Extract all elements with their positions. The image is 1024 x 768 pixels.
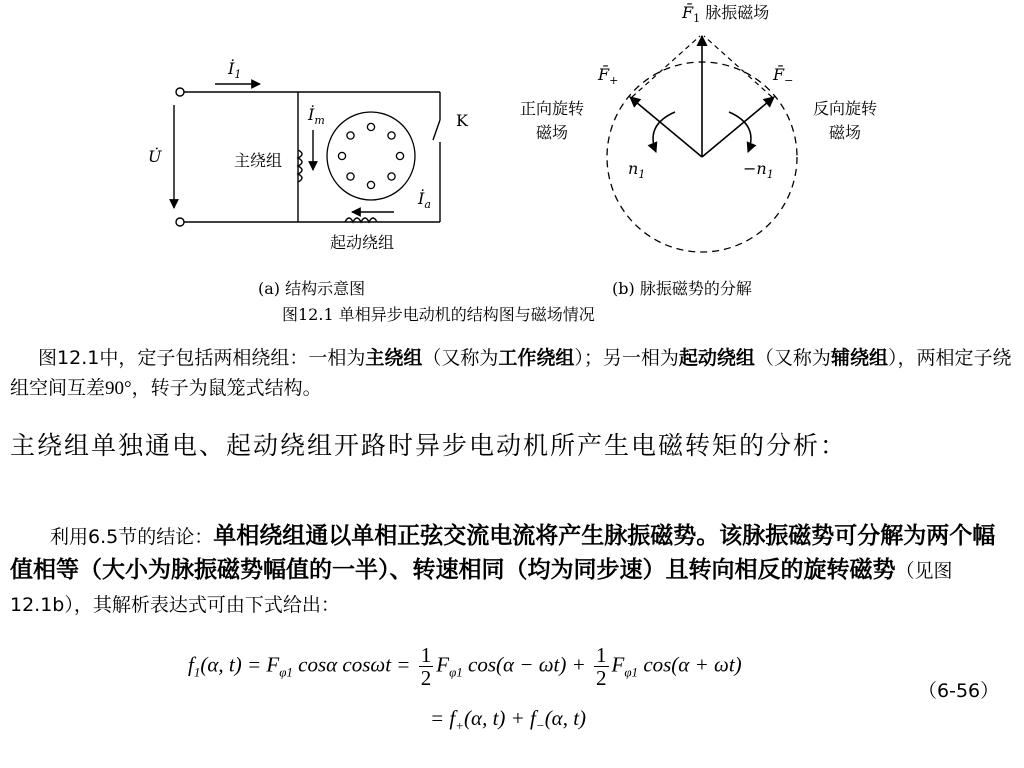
start-winding-label: 起动绕组	[330, 233, 395, 252]
term-start-winding: 起动绕组	[678, 347, 755, 369]
rotor-outline	[327, 112, 415, 200]
figure-caption: 图12.1 单相异步电动机的结构图与磁场情况	[282, 305, 595, 324]
phasor-diagram	[607, 36, 797, 252]
switch-label: K	[456, 111, 468, 130]
fraction-half-1: $\frac{1}{2}$	[420, 643, 432, 690]
equation-line-1: $f_1(\alpha$, $t) = F_{\varphi 1}$ cosα cosωt = $\frac{1}{2}$ $F_{\varphi 1}$ cos(α − ωt) + $\frac{1}{2}$ $F_{\varphi 1}$ cos(α + ωt)	[188, 643, 742, 690]
term-aux-winding: 辅绕组	[830, 347, 888, 369]
forward-field-label-1: 正向旋转	[520, 99, 585, 118]
paragraph-stator-windings: 图12.1中，定子包括两相绕组：一相为主绕组（又称为工作绕组）；另一相为起动绕组（又称为辅绕组），两相定子绕组空间互差90°，转子为鼠笼式结构。	[10, 347, 1012, 399]
section-heading: 主绕组单独通电、起动绕组开路时异步电动机所产生电磁转矩的分析：	[10, 431, 848, 460]
f1-label: $F̄_1$ 脉振磁场	[682, 3, 770, 25]
switch-k	[433, 120, 440, 140]
terminal-bottom	[176, 218, 184, 226]
current-i1-label: $İ_1$	[228, 59, 242, 81]
circuit-diagram	[174, 84, 440, 226]
voltage-label: U̇	[148, 147, 162, 166]
paragraph-pulsating-mmf: 利用6.5节的结论：单相绕组通以单相正弦交流电流将产生脉振磁势。该脉振磁势可分解为两个幅值相等（大小为脉振磁势幅值的一半）、转速相同（均为同步速）且转向相反的旋转磁势（见图12.1b），其解析表达式可由下式给出：	[10, 523, 996, 616]
reverse-field-label-1: 反向旋转	[813, 99, 878, 118]
neg-n1-label: $-n_1$	[743, 159, 774, 181]
dashed-right	[704, 36, 772, 97]
key-conclusion: 单相绕组通以单相正弦交流电流将产生脉振磁势。该脉振磁势可分解为两个幅值相等（大小为脉振磁势幅值的一半）、转速相同（均为同步速）且转向相反的旋转磁势	[10, 523, 996, 583]
main-winding-label: 主绕组	[234, 151, 283, 170]
figure-12-1	[0, 0, 1024, 330]
caption-a: (a) 结构示意图	[258, 279, 366, 298]
terminal-top	[176, 88, 184, 96]
motor-rotor	[327, 112, 415, 200]
fminus-label: $F̄_-$	[773, 65, 794, 87]
equation-line-2: = $f_+(\alpha$, $t) + f_-(\alpha$, t)	[430, 706, 587, 734]
reverse-field-label-2: 磁场	[829, 123, 862, 142]
forward-field-label-2: 磁场	[536, 123, 569, 142]
fplus-label: $F̄_+$	[598, 65, 619, 87]
term-working-winding: 工作绕组	[498, 347, 575, 369]
dashed-left	[632, 36, 700, 97]
term-main-winding: 主绕组	[365, 347, 423, 369]
current-ia-label: $İ_a$	[418, 189, 431, 211]
fplus-vector	[630, 97, 702, 157]
equation-number: （6-56）	[918, 680, 1000, 702]
current-im-label: $İ_m$	[308, 105, 325, 127]
caption-b: (b) 脉振磁势的分解	[612, 279, 752, 298]
fminus-vector	[702, 97, 774, 157]
n1-label: $n_1$	[628, 159, 646, 181]
fraction-half-2: $\frac{1}{2}$	[596, 643, 607, 690]
